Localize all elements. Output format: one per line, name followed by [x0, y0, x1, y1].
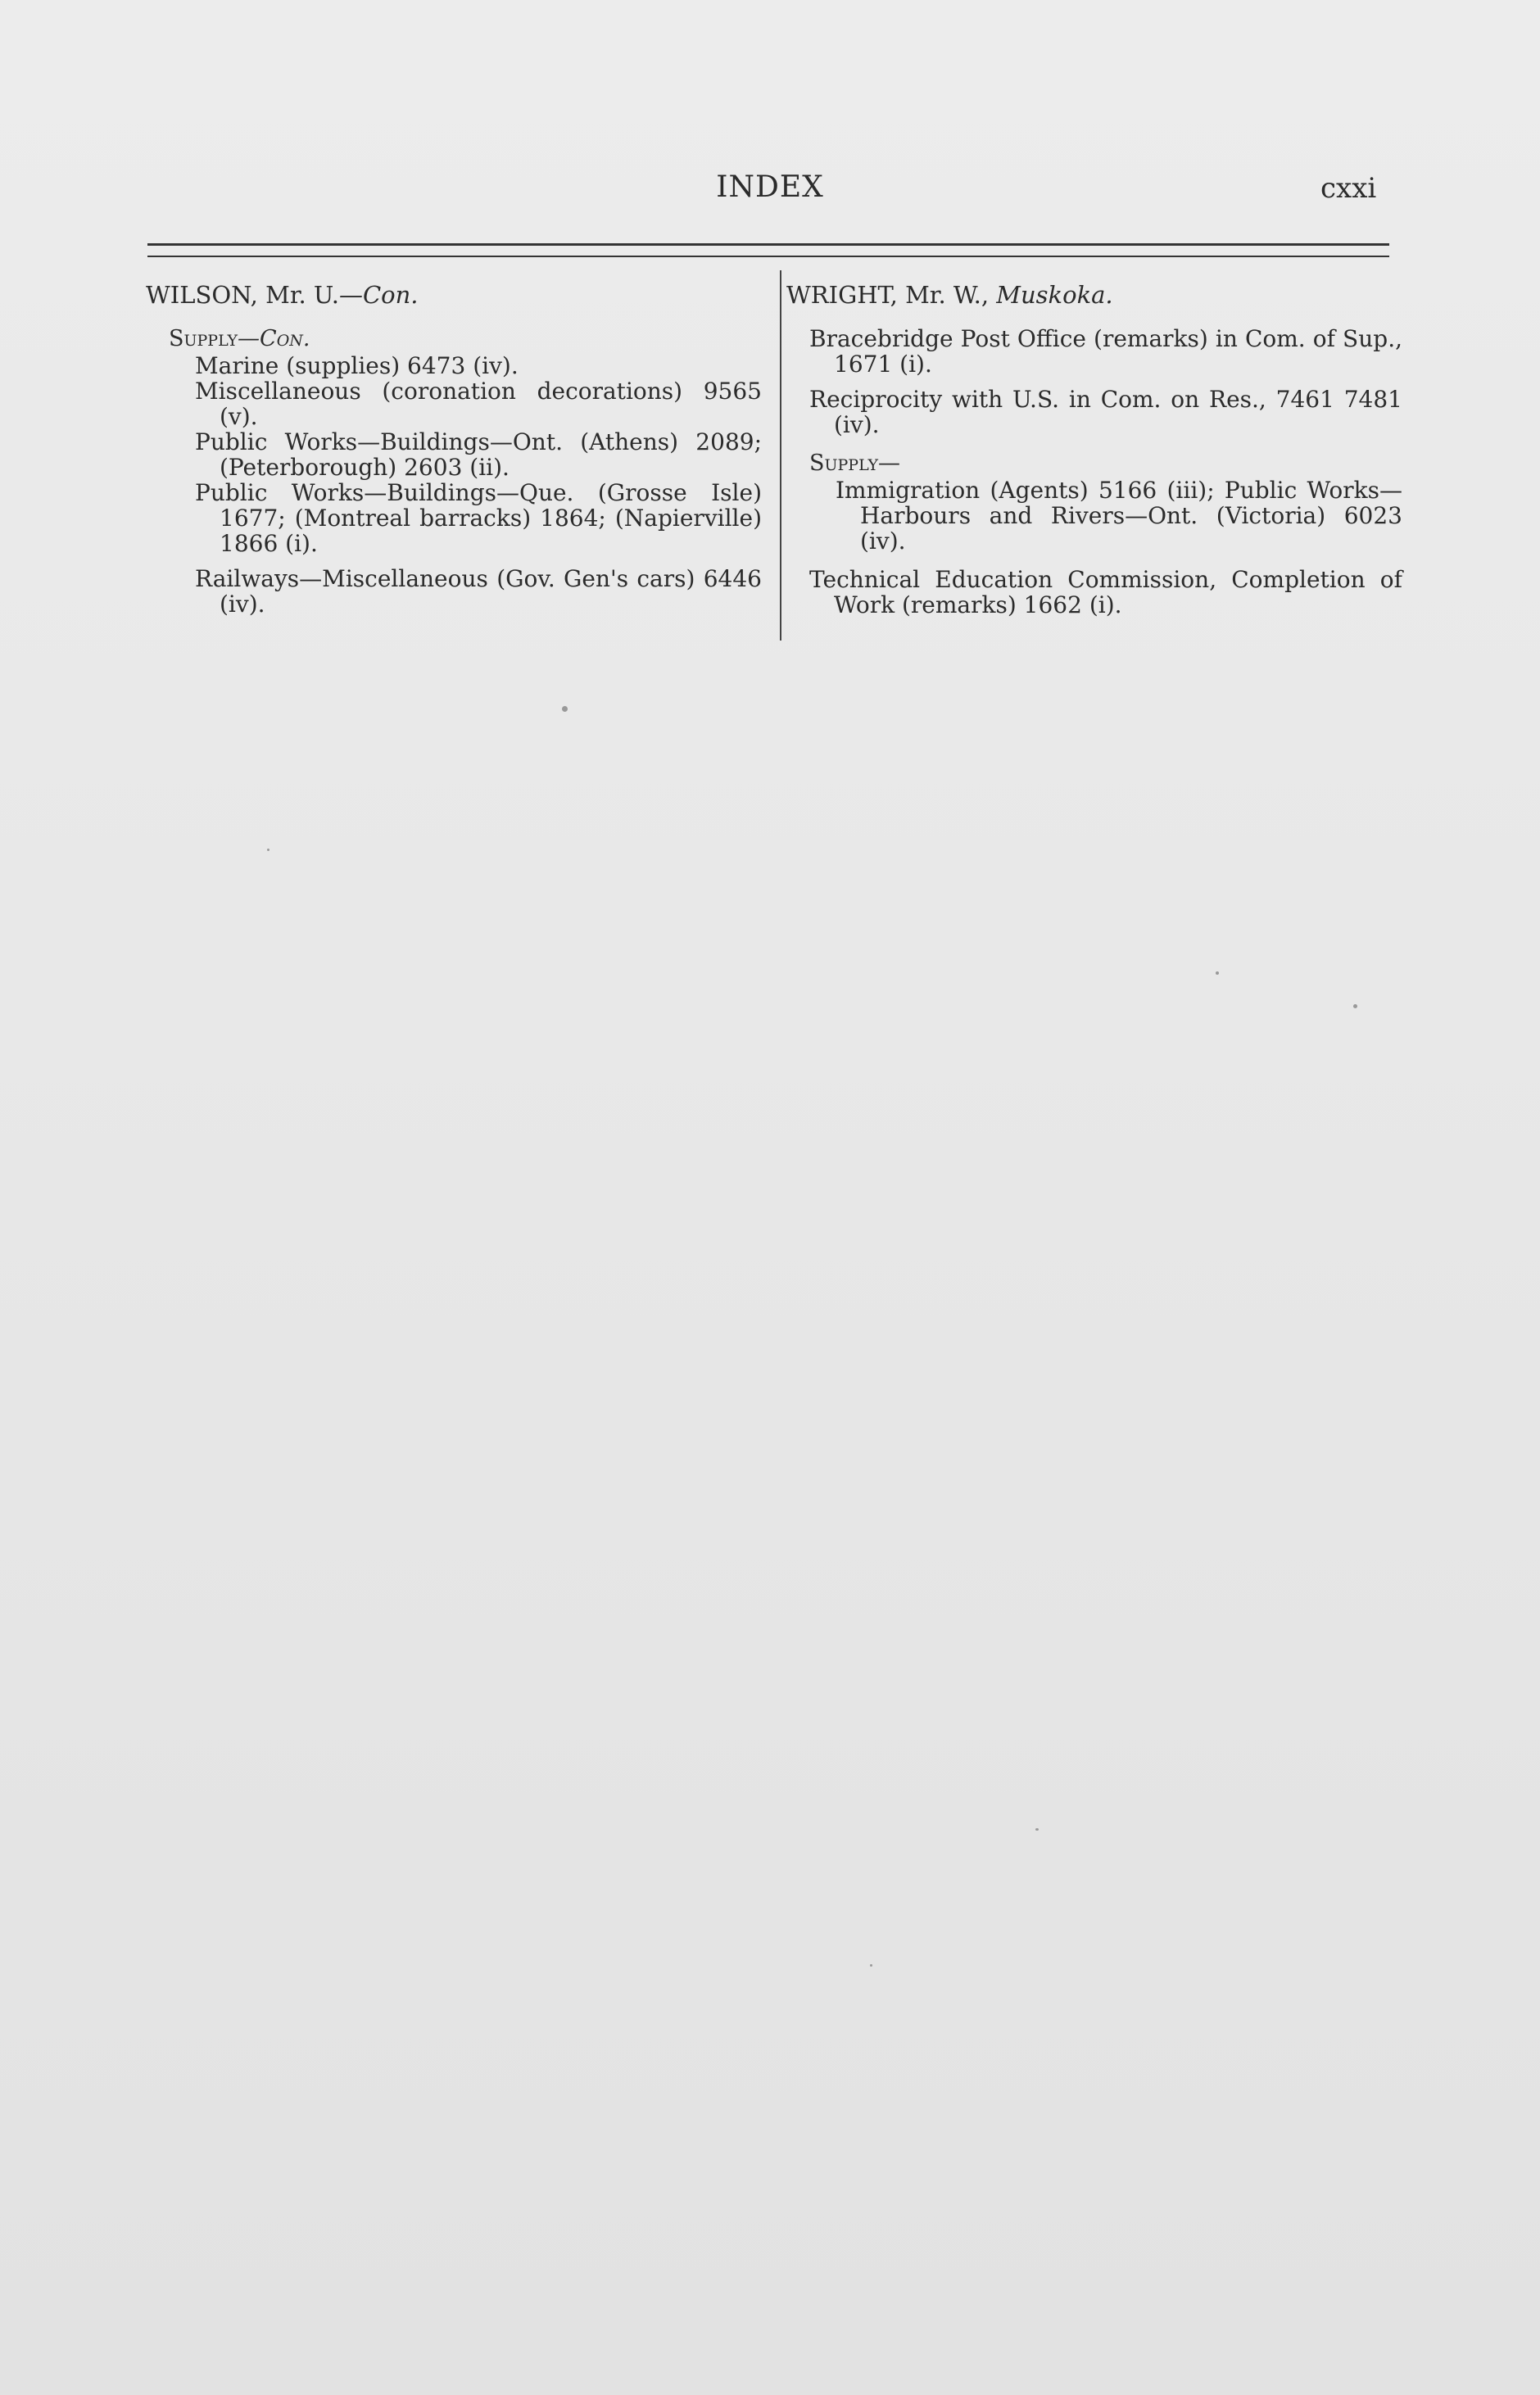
column-divider: [780, 270, 781, 641]
index-item: Technical Education Commission, Completion of Work (remarks) 1662 (i).: [809, 566, 1402, 618]
paper-speck: [1216, 971, 1219, 975]
page-number: cxxi: [1320, 172, 1377, 205]
section-heading: Supply—: [809, 450, 901, 476]
section-heading: [169, 326, 762, 351]
index-item: Bracebridge Post Office (remarks) in Com. of Sup., 1671 (i).: [809, 325, 1402, 378]
header-rule-thin: [147, 256, 1389, 257]
header-rule-thick: [147, 243, 1389, 246]
index-item: Railways—Miscellaneous (Gov. Gen's cars) 6446 (iv).: [195, 565, 762, 618]
entry-continued: —Con.: [338, 281, 419, 309]
paper-speck: [870, 1964, 872, 1967]
left-column: [146, 283, 762, 617]
index-item: Public Works—Buildings—Ont. (Athens) 2089; (Peterborough) 2603 (ii).: [195, 428, 762, 481]
section-continued: —Con.: [238, 326, 310, 351]
index-entry-heading: [786, 283, 1402, 308]
index-item: Reciprocity with U.S. in Com. on Res., 7461 7481 (iv).: [809, 386, 1402, 438]
paper-speck: [1353, 1004, 1357, 1008]
right-column: [786, 283, 1402, 618]
index-item: Marine (supplies) 6473 (iv).: [195, 352, 519, 379]
index-item: Miscellaneous (coronation decorations) 9565 (v).: [195, 378, 762, 430]
page-header-title: INDEX: [716, 170, 824, 204]
paper-speck: [562, 706, 568, 712]
index-item: Immigration (Agents) 5166 (iii); Public Works—Harbours and Rivers—Ont. (Victoria) 6023 (iv).: [836, 477, 1402, 555]
index-item: Public Works—Buildings—Que. (Grosse Isle) 1677; (Montreal barracks) 1864; (Napierville) 1866 (i).: [195, 479, 762, 557]
index-entry-heading: [146, 283, 762, 308]
entry-name: WRIGHT, Mr. W.,: [786, 281, 997, 309]
section-label: Supply: [169, 326, 238, 351]
paper-speck: [267, 849, 270, 851]
entry-name: WILSON, Mr. U.: [146, 281, 339, 309]
paper-speck: [1035, 1828, 1039, 1831]
entry-constituency: Muskoka.: [996, 281, 1113, 309]
